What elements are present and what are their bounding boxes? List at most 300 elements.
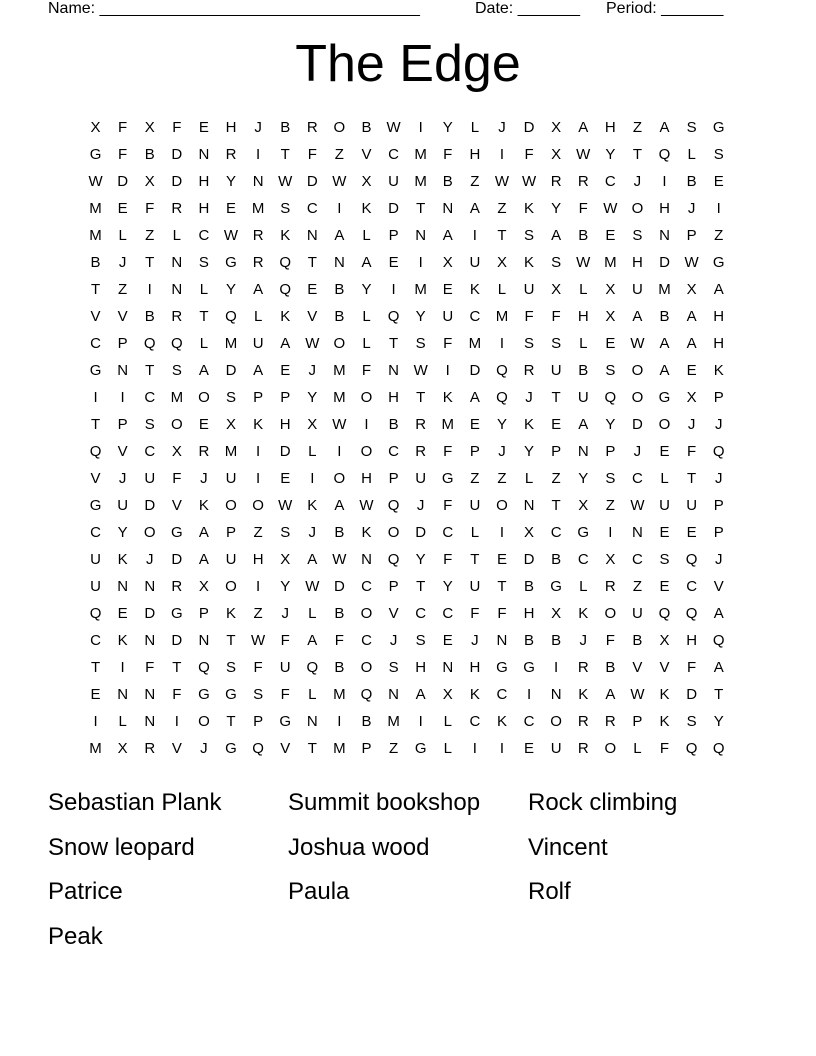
grid-letter: F [443, 334, 453, 352]
grid-letter: F [605, 631, 615, 649]
grid-letter: K [280, 307, 291, 325]
grid-letter: A [334, 496, 345, 514]
word-bank-item: Summit bookshop [288, 789, 481, 816]
grid-letter: N [388, 361, 399, 379]
grid-letter: G [225, 253, 237, 271]
grid-letter: X [144, 118, 155, 136]
grid-letter: B [144, 145, 155, 163]
grid-letter: L [579, 577, 588, 595]
grid-letter: L [118, 226, 127, 244]
grid-letter: S [605, 469, 616, 487]
word-bank-item: Patrice [48, 878, 123, 905]
grid-letter: N [442, 199, 454, 217]
grid-letter: P [280, 388, 291, 406]
grid-letter: U [550, 361, 562, 379]
grid-letter: G [89, 361, 102, 379]
grid-letter: S [659, 550, 670, 568]
grid-letter: E [524, 739, 535, 757]
grid-letter: J [525, 388, 533, 406]
grid-letter: E [686, 523, 697, 541]
grid-letter: E [226, 199, 237, 217]
grid-letter: K [469, 685, 480, 703]
grid-letter: I [337, 712, 342, 730]
grid-letter: U [550, 739, 562, 757]
grid-letter: J [714, 469, 723, 487]
grid-letter: A [659, 118, 670, 136]
date-field: Date: _______ [475, 0, 580, 17]
grid-letter: Y [415, 307, 426, 325]
grid-letter: N [577, 442, 589, 460]
grid-letter: X [307, 415, 318, 433]
grid-letter: M [251, 199, 265, 217]
grid-letter: J [416, 496, 425, 514]
grid-letter: N [144, 685, 156, 703]
grid-letter: O [333, 469, 346, 487]
grid-letter: P [361, 739, 372, 757]
grid-letter: I [418, 253, 423, 271]
grid-letter: H [604, 118, 616, 136]
grid-letter: U [632, 604, 643, 622]
grid-letter: Y [524, 442, 535, 460]
grid-letter: B [578, 361, 589, 379]
grid-letter: V [117, 442, 128, 460]
grid-letter: B [524, 577, 535, 595]
grid-row [82, 384, 734, 411]
grid-letter: B [659, 307, 670, 325]
grid-letter: Q [306, 658, 319, 676]
grid-letter: G [279, 712, 292, 730]
grid-letter: U [442, 307, 454, 325]
grid-letter: X [605, 280, 616, 298]
grid-letter: O [198, 712, 210, 730]
grid-letter: E [469, 415, 480, 433]
grid-row [82, 573, 734, 600]
grid-letter: A [307, 550, 318, 568]
grid-letter: C [604, 172, 616, 190]
grid-letter: L [524, 469, 534, 487]
grid-letter: X [605, 307, 616, 325]
grid-letter: U [225, 469, 237, 487]
grid-letter: C [523, 712, 535, 730]
grid-letter: F [280, 685, 290, 703]
grid-letter: X [171, 442, 182, 460]
grid-letter: R [144, 739, 156, 757]
grid-letter: V [388, 604, 399, 622]
grid-letter: P [605, 442, 616, 460]
grid-letter: C [550, 523, 562, 541]
grid-letter: D [415, 523, 427, 541]
grid-letter: N [171, 280, 183, 298]
grid-letter: D [686, 685, 698, 703]
grid-letter: F [524, 307, 534, 325]
grid-letter: I [608, 523, 613, 541]
grid-letter: L [253, 307, 263, 325]
grid-letter: Y [307, 388, 318, 406]
grid-letter: L [579, 334, 588, 352]
grid-letter: S [632, 226, 643, 244]
grid-letter: W [251, 631, 266, 649]
word-bank-item: Sebastian Plank [48, 789, 222, 816]
grid-letter: C [306, 199, 318, 217]
word-bank-item: Peak [48, 922, 103, 950]
grid-letter: X [551, 118, 562, 136]
grid-letter: C [415, 604, 427, 622]
grid-letter: W [305, 577, 320, 595]
grid-letter: U [469, 253, 481, 271]
grid-letter: B [280, 118, 291, 136]
grid-row [82, 627, 734, 654]
grid-letter: T [145, 253, 155, 271]
grid-letter: V [90, 469, 101, 487]
grid-letter: T [90, 415, 101, 433]
grid-letter: I [256, 442, 261, 460]
grid-letter: I [310, 469, 315, 487]
grid-letter: E [442, 631, 453, 649]
grid-letter: R [171, 199, 183, 217]
grid-letter: C [388, 442, 399, 460]
grid-letter: L [687, 145, 696, 163]
grid-letter: I [445, 361, 450, 379]
grid-letter: F [334, 631, 344, 649]
grid-letter: Z [334, 145, 344, 163]
grid-letter: D [279, 442, 291, 460]
grid-letter: A [198, 523, 209, 541]
grid-letter: D [333, 577, 345, 595]
grid-letter: E [496, 550, 507, 568]
grid-letter: J [498, 442, 506, 460]
grid-letter: U [469, 577, 481, 595]
grid-letter: H [523, 604, 535, 622]
grid-row [82, 492, 734, 519]
grid-letter: N [198, 145, 210, 163]
grid-letter: O [170, 415, 183, 433]
grid-letter: I [526, 685, 532, 703]
grid-letter: O [604, 739, 617, 757]
grid-letter: G [225, 685, 237, 703]
word-bank-item: Rolf [528, 878, 571, 905]
grid-letter: N [333, 253, 345, 271]
grid-letter: I [662, 172, 667, 190]
grid-letter: I [499, 145, 505, 163]
grid-letter: R [171, 577, 183, 595]
grid-letter: L [118, 712, 127, 730]
worksheet-header [48, 0, 748, 20]
grid-letter: Y [415, 550, 426, 568]
grid-letter: U [469, 496, 481, 514]
grid-letter: E [551, 415, 562, 433]
grid-letter: M [387, 712, 400, 730]
grid-letter: Q [360, 685, 373, 703]
grid-letter: I [418, 712, 423, 730]
grid-letter: I [120, 388, 125, 406]
grid-letter: Q [387, 307, 400, 325]
grid-letter: F [172, 469, 182, 487]
grid-row [82, 465, 734, 492]
grid-letter: A [713, 280, 724, 298]
grid-letter: X [90, 118, 101, 136]
grid-letter: A [659, 361, 670, 379]
grid-letter: I [93, 388, 98, 406]
grid-letter: S [280, 199, 291, 217]
grid-letter: O [604, 604, 617, 622]
grid-letter: Q [685, 604, 698, 622]
grid-letter: Q [685, 550, 698, 568]
grid-letter: Q [496, 361, 508, 379]
grid-letter: G [89, 496, 102, 514]
grid-letter: X [117, 739, 128, 757]
grid-letter: I [120, 658, 125, 676]
grid-letter: J [254, 118, 262, 136]
grid-letter: K [524, 199, 535, 217]
name-field: Name: ____________________________________ [48, 0, 420, 17]
grid-letter: M [333, 685, 346, 703]
grid-letter: A [253, 361, 264, 379]
grid-row [82, 735, 734, 762]
grid-letter: E [659, 577, 670, 595]
grid-letter: W [332, 415, 347, 433]
grid-letter: K [226, 604, 237, 622]
grid-letter: L [660, 469, 669, 487]
grid-letter: E [198, 118, 209, 136]
grid-letter: P [551, 442, 562, 460]
grid-letter: H [577, 307, 589, 325]
grid-letter: F [497, 604, 507, 622]
grid-letter: R [604, 712, 616, 730]
grid-letter: Z [714, 226, 724, 244]
grid-letter: T [90, 658, 101, 676]
grid-letter: A [361, 253, 372, 271]
grid-letter: T [470, 550, 480, 568]
grid-letter: B [361, 712, 372, 730]
grid-letter: S [144, 415, 155, 433]
grid-letter: T [307, 739, 317, 757]
grid-letter: I [554, 658, 559, 676]
grid-letter: M [414, 172, 427, 190]
grid-letter: Q [252, 739, 264, 757]
grid-letter: P [388, 469, 399, 487]
grid-letter: Q [225, 307, 237, 325]
grid-letter: Y [605, 415, 616, 433]
grid-letter: B [334, 280, 345, 298]
grid-letter: H [659, 199, 670, 217]
grid-letter: A [307, 631, 318, 649]
grid-letter: L [199, 280, 209, 298]
grid-letter: C [361, 577, 372, 595]
grid-letter: K [117, 631, 128, 649]
grid-letter: Q [170, 334, 183, 352]
grid-letter: S [280, 523, 291, 541]
grid-letter: W [278, 496, 293, 514]
grid-letter: H [279, 415, 291, 433]
grid-letter: Y [117, 523, 128, 541]
grid-letter: W [603, 199, 618, 217]
grid-letter: S [524, 226, 535, 244]
grid-letter: G [414, 739, 427, 757]
grid-letter: W [494, 172, 510, 190]
grid-letter: S [551, 334, 562, 352]
grid-letter: D [388, 199, 399, 217]
grid-letter: I [472, 739, 477, 757]
grid-row [82, 249, 734, 276]
grid-letter: R [577, 658, 589, 676]
grid-letter: T [497, 577, 507, 595]
grid-letter: F [172, 685, 182, 703]
grid-row [82, 276, 734, 303]
grid-letter: C [90, 631, 101, 649]
grid-letter: E [307, 280, 318, 298]
grid-letter: E [659, 442, 670, 460]
grid-letter: Z [253, 604, 263, 622]
grid-letter: B [388, 415, 399, 433]
grid-letter: S [713, 145, 724, 163]
grid-letter: Q [279, 280, 292, 298]
grid-letter: W [684, 253, 699, 271]
grid-letter: R [252, 226, 264, 244]
grid-letter: D [659, 253, 670, 271]
grid-letter: Q [89, 604, 102, 622]
grid-letter: J [389, 631, 398, 649]
grid-letter: M [224, 442, 238, 460]
grid-letter: U [632, 280, 643, 298]
grid-letter: R [550, 172, 562, 190]
grid-letter: M [89, 226, 102, 244]
grid-row [82, 438, 734, 465]
grid-letter: N [198, 631, 210, 649]
grid-letter: N [117, 577, 129, 595]
grid-letter: L [308, 685, 317, 703]
grid-letter: G [577, 523, 590, 541]
grid-letter: S [253, 685, 264, 703]
grid-letter: J [714, 415, 723, 433]
grid-letter: B [686, 172, 697, 190]
grid-letter: B [442, 172, 453, 190]
grid-letter: P [226, 523, 237, 541]
grid-letter: A [551, 226, 562, 244]
grid-letter: D [171, 145, 183, 163]
grid-letter: G [712, 253, 725, 271]
grid-letter: I [256, 577, 261, 595]
grid-letter: A [578, 415, 589, 433]
grid-letter: L [579, 280, 588, 298]
grid-letter: L [362, 226, 371, 244]
grid-letter: X [442, 253, 453, 271]
grid-letter: F [687, 658, 697, 676]
grid-letter: I [716, 199, 721, 217]
grid-letter: Q [712, 631, 725, 649]
grid-letter: K [524, 253, 535, 271]
grid-letter: F [443, 442, 453, 460]
grid-letter: V [171, 496, 182, 514]
grid-letter: F [307, 145, 317, 163]
grid-letter: D [171, 172, 183, 190]
grid-letter: F [578, 199, 588, 217]
grid-letter: R [252, 253, 264, 271]
grid-letter: M [604, 253, 617, 271]
grid-letter: T [226, 631, 236, 649]
grid-letter: W [630, 496, 645, 514]
grid-letter: K [361, 199, 372, 217]
page-title: The Edge [295, 35, 521, 93]
grid-letter: U [686, 496, 698, 514]
grid-letter: J [687, 415, 696, 433]
grid-letter: O [360, 604, 373, 622]
grid-letter: P [117, 415, 128, 433]
grid-letter: C [90, 334, 101, 352]
grid-letter: K [469, 280, 480, 298]
grid-letter: O [225, 577, 237, 595]
grid-letter: Q [387, 496, 400, 514]
grid-letter: G [170, 523, 183, 541]
grid-letter: W [630, 334, 645, 352]
grid-letter: W [386, 118, 401, 136]
grid-letter: L [470, 523, 480, 541]
grid-letter: P [469, 442, 480, 460]
grid-letter: T [551, 496, 561, 514]
grid-letter: X [686, 280, 697, 298]
grid-letter: T [632, 145, 642, 163]
grid-letter: Y [496, 415, 507, 433]
grid-letter: R [415, 415, 427, 433]
grid-letter: U [388, 172, 399, 190]
grid-letter: Q [604, 388, 617, 406]
grid-letter: N [144, 631, 156, 649]
grid-letter: A [632, 307, 643, 325]
grid-letter: X [280, 550, 291, 568]
grid-letter: C [577, 550, 589, 568]
grid-letter: N [550, 685, 562, 703]
grid-letter: C [686, 577, 698, 595]
grid-letter: E [442, 280, 453, 298]
grid-letter: C [496, 685, 508, 703]
grid-letter: O [631, 388, 644, 406]
grid-letter: U [415, 469, 427, 487]
grid-letter: W [521, 172, 537, 190]
grid-letter: L [362, 334, 371, 352]
grid-letter: P [198, 604, 209, 622]
grid-letter: Q [712, 739, 725, 757]
grid-letter: E [280, 361, 291, 379]
grid-letter: E [388, 253, 399, 271]
grid-letter: Z [605, 496, 615, 514]
grid-letter: N [171, 253, 183, 271]
grid-letter: I [499, 523, 505, 541]
grid-letter: E [117, 199, 128, 217]
grid-letter: G [89, 145, 102, 163]
grid-letter: T [416, 199, 426, 217]
grid-letter: Z [632, 118, 642, 136]
grid-letter: F [443, 550, 453, 568]
grid-letter: S [551, 253, 562, 271]
grid-letter: J [687, 199, 696, 217]
grid-letter: R [198, 442, 210, 460]
grid-letter: I [93, 712, 98, 730]
grid-letter: R [577, 739, 589, 757]
grid-letter: N [415, 226, 427, 244]
grid-letter: Y [226, 172, 237, 190]
grid-letter: A [280, 334, 291, 352]
grid-letter: T [497, 226, 507, 244]
grid-letter: R [523, 361, 535, 379]
grid-letter: Q [658, 604, 671, 622]
grid-letter: U [225, 550, 237, 568]
word-bank-item: Rock climbing [528, 789, 678, 816]
grid-letter: E [713, 172, 724, 190]
grid-letter: M [224, 334, 238, 352]
grid-letter: N [523, 496, 535, 514]
grid-letter: X [361, 172, 372, 190]
grid-letter: F [687, 442, 697, 460]
grid-letter: E [198, 415, 209, 433]
